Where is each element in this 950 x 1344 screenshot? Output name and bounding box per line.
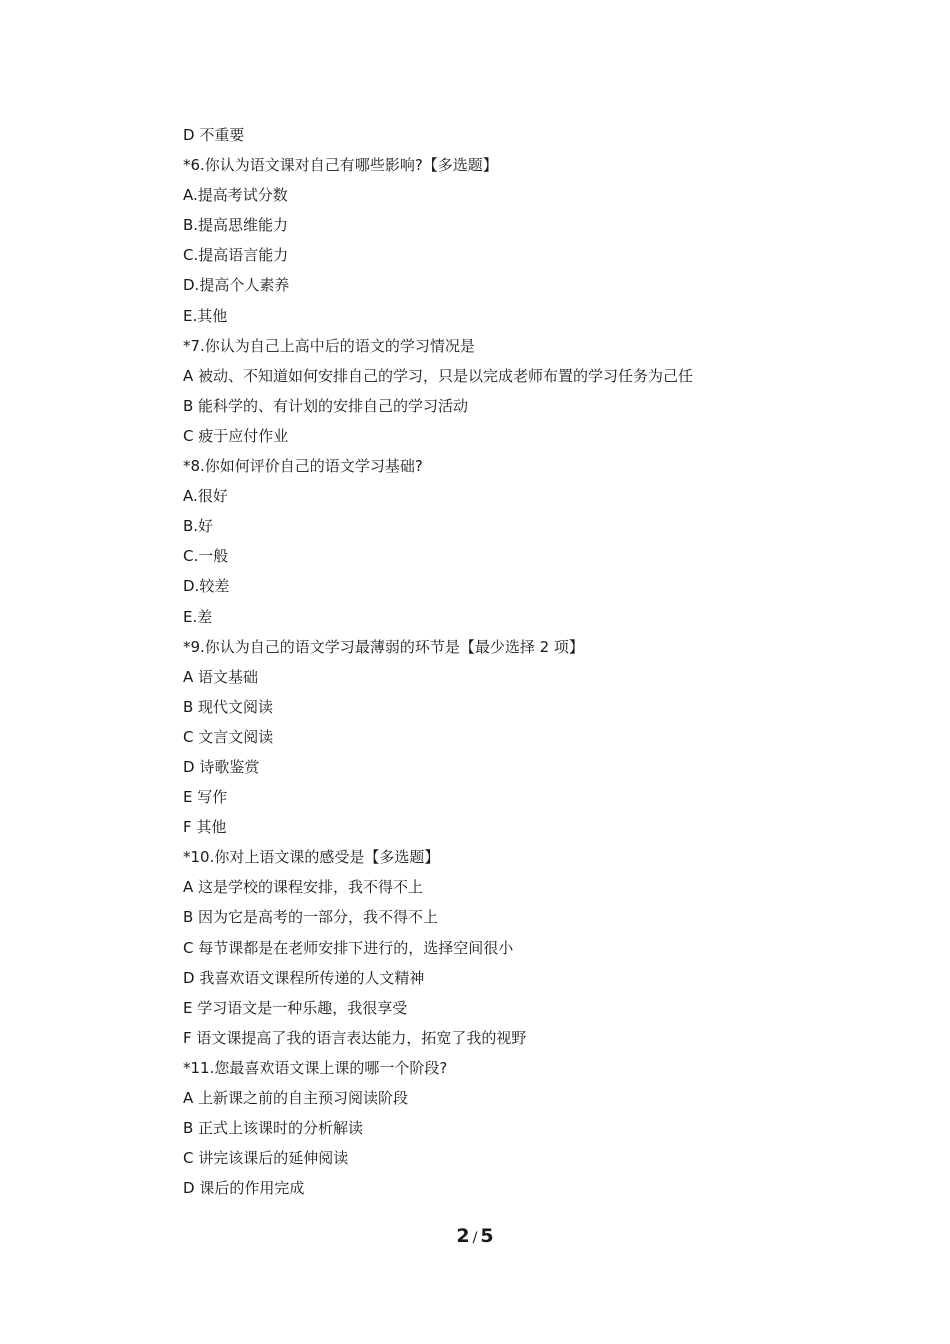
option-text: D 不重要 (183, 126, 245, 144)
option-text: F 语文课提高了我的语言表达能力，拓宽了我的视野 (183, 1028, 527, 1047)
option-text: E.差 (183, 607, 213, 626)
option-text: B.好 (183, 517, 214, 536)
option-text: D 诗歌鉴赏 (183, 757, 260, 776)
option-text: C 疲于应付作业 (183, 426, 289, 445)
option-text: A 这是学校的课程安排，我不得不上 (183, 878, 424, 897)
question-text: *6.你认为语文课对自己有哪些影响?【多选题】 (183, 156, 498, 175)
option-text: A 上新课之前的自主预习阅读阶段 (183, 1089, 409, 1107)
question-text: *9.你认为自己的语文学习最薄弱的环节是【最少选择 2 项】 (183, 637, 584, 656)
questionnaire-text (183, 120, 883, 1203)
option-text: D 课后的作用完成 (183, 1179, 305, 1198)
page-separator: / (472, 1230, 478, 1246)
question-text: *8.你如何评价自己的语文学习基础? (183, 457, 423, 476)
option-text: C 文言文阅读 (183, 727, 274, 746)
option-text: B 正式上该课时的分析解读 (183, 1119, 364, 1138)
option-text: B.提高思维能力 (183, 216, 289, 235)
option-text: A.很好 (183, 487, 228, 506)
question-text: *10.你对上语文课的感受是【多选题】 (183, 848, 440, 867)
option-text: C.一般 (183, 547, 229, 566)
option-text: C 每节课都是在老师安排下进行的，选择空间很小 (183, 938, 514, 957)
option-text: A 语文基础 (183, 667, 259, 686)
option-text: A.提高考试分数 (183, 186, 288, 205)
option-text: E.其他 (183, 306, 228, 325)
option-text: B 现代文阅读 (183, 697, 274, 716)
option-text: C 讲完该课后的延伸阅读 (183, 1149, 349, 1168)
option-text: D 我喜欢语文课程所传递的人文精神 (183, 968, 425, 987)
question-text: *11.您最喜欢语文课上课的哪一个阶段? (183, 1058, 448, 1077)
option-text: E 写作 (183, 788, 228, 807)
option-text: A 被动、不知道如何安排自己的学习，只是以完成老师布置的学习任务为己任 (183, 366, 694, 385)
question-text: *7.你认为自己上高中后的语文的学习情况是 (183, 336, 475, 355)
option-text: E 学习语文是一种乐趣，我很享受 (183, 998, 408, 1017)
option-text: D.较差 (183, 577, 230, 596)
option-text: B 能科学的、有计划的安排自己的学习活动 (183, 396, 469, 415)
option-text: D.提高个人素养 (183, 276, 290, 295)
page-number (0, 1222, 950, 1252)
option-text: B 因为它是高考的一部分，我不得不上 (183, 908, 439, 927)
current-page-number: 2 (456, 1225, 470, 1247)
option-text: C.提高语言能力 (183, 246, 289, 265)
total-page-count: 5 (480, 1225, 494, 1247)
option-text: F 其他 (183, 818, 227, 837)
